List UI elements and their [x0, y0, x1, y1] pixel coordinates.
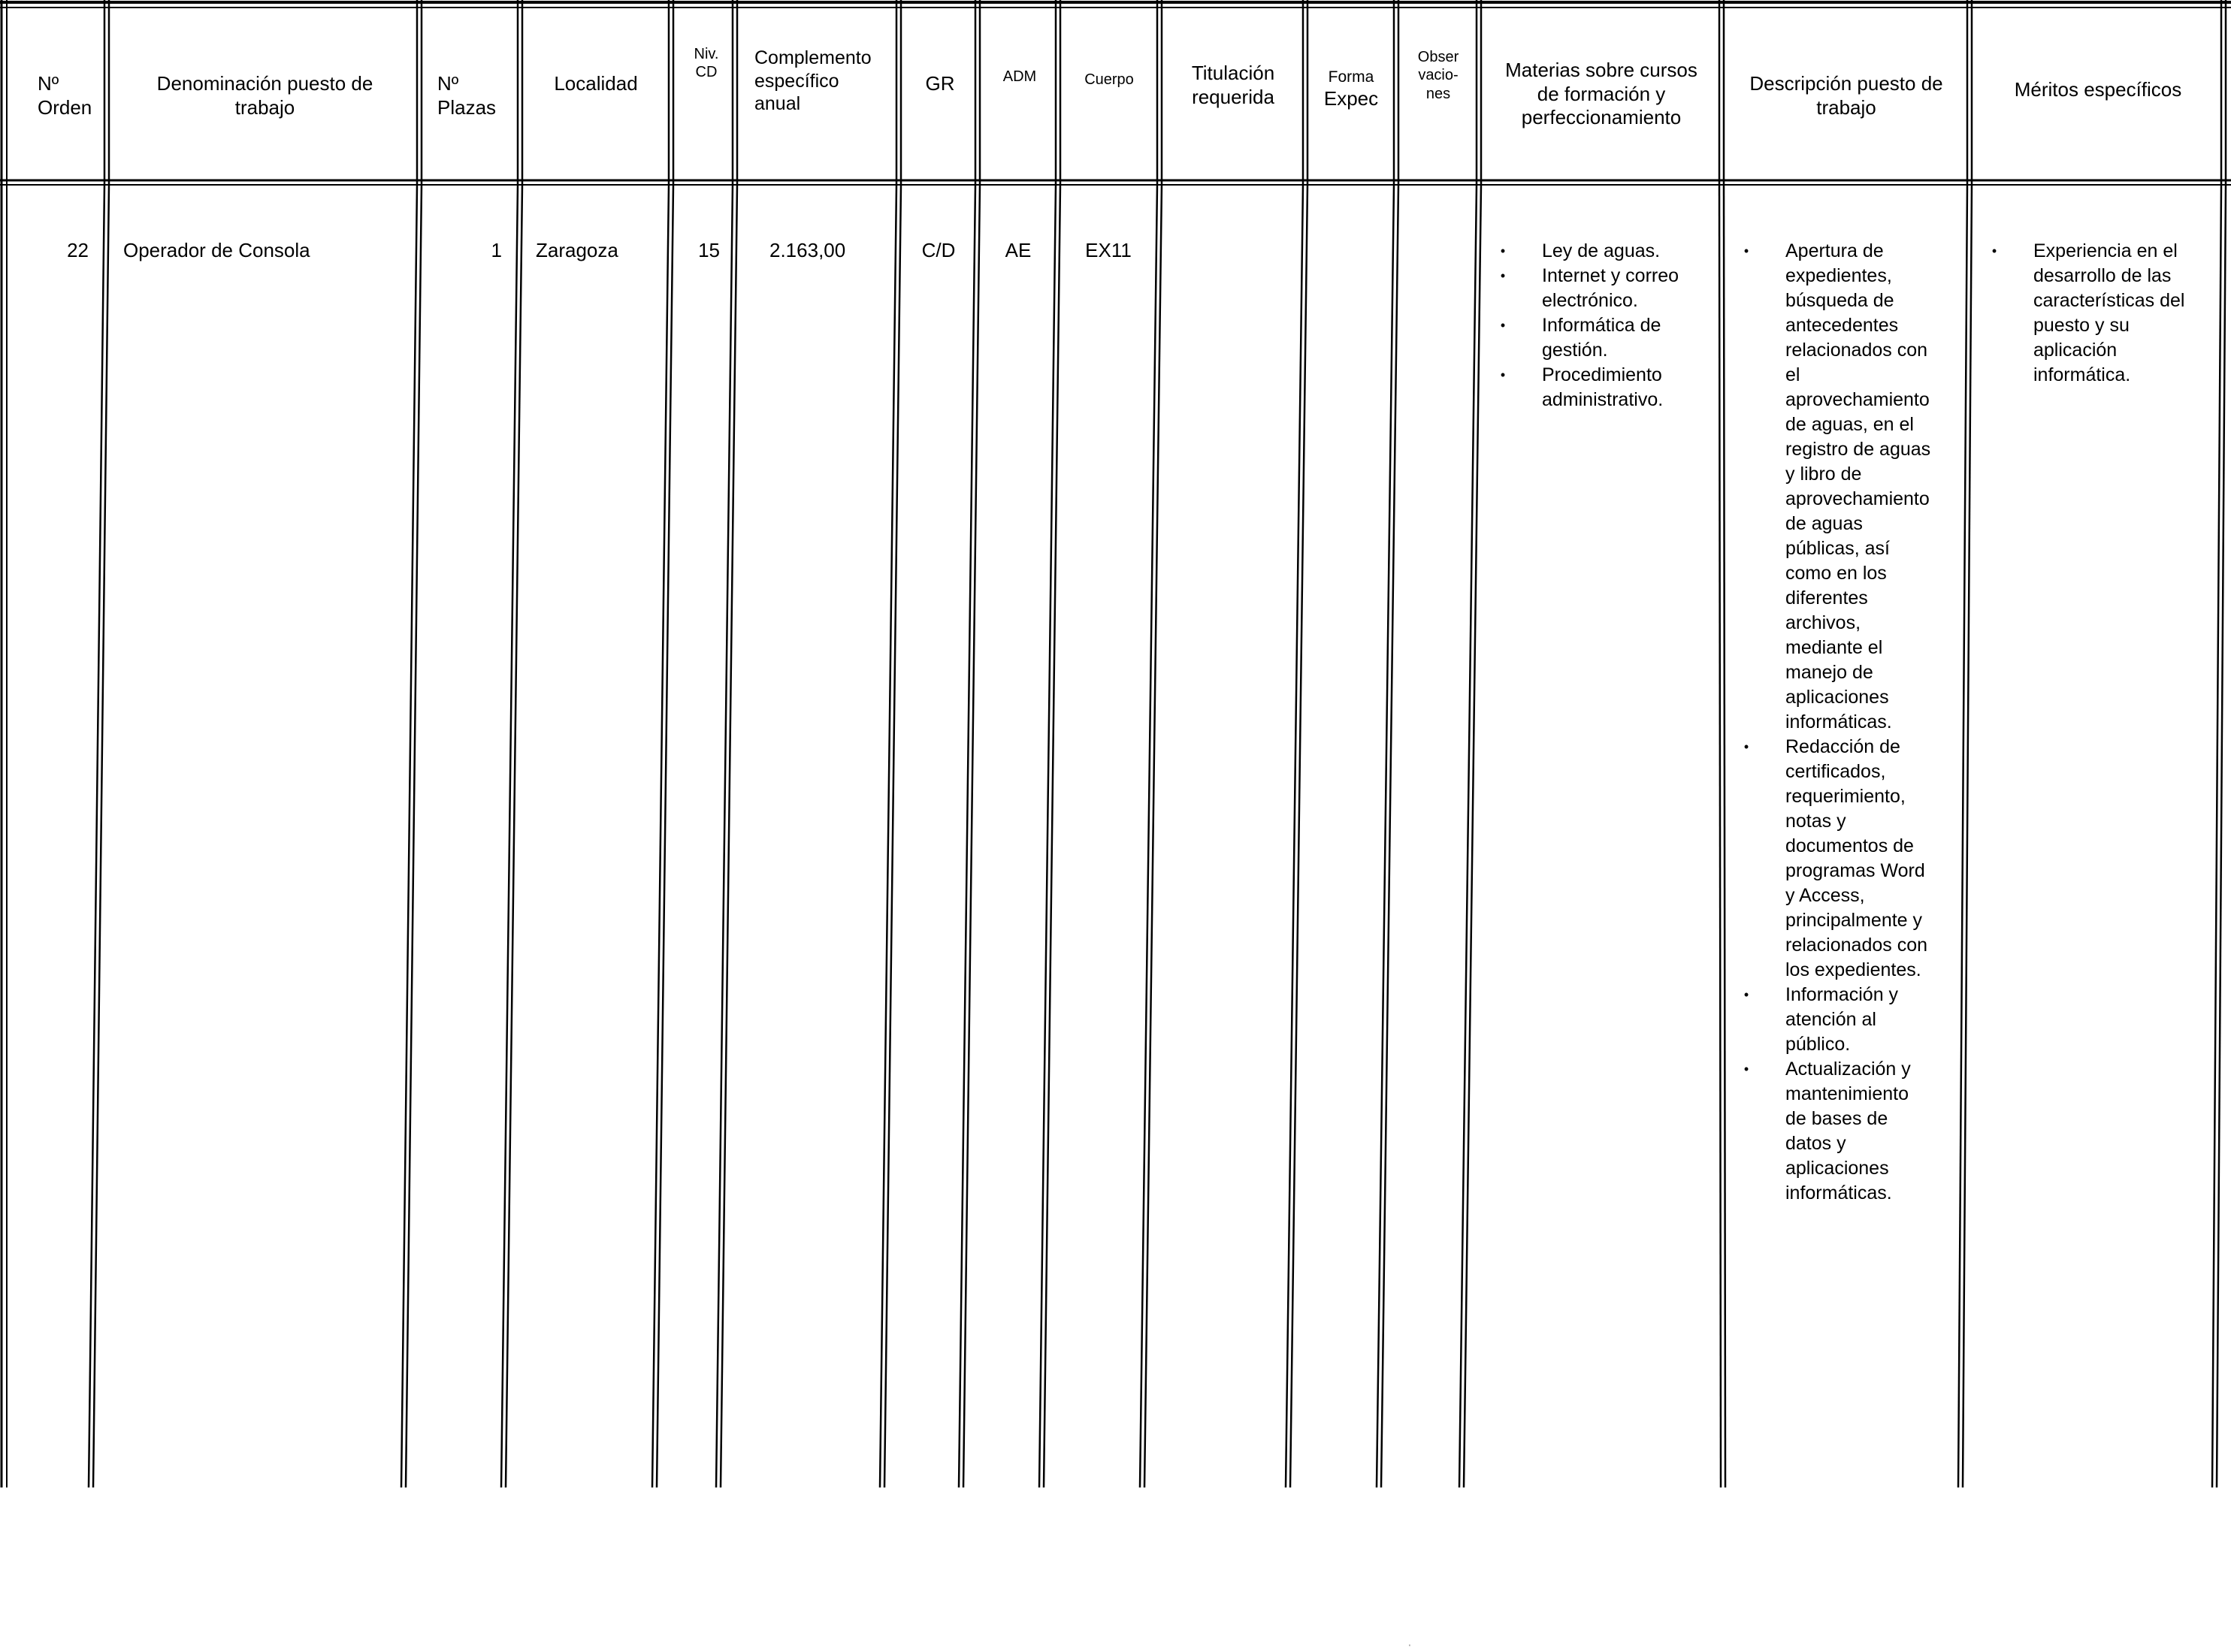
descripcion-list [1739, 239, 1964, 1206]
cell-gr: C/D [921, 239, 956, 261]
meritos-list [1987, 239, 2220, 388]
cell-localidad: Zaragoza [536, 239, 618, 261]
header-forma: Forma Expec [1323, 68, 1379, 110]
list-item: • Informática de gestión. [1500, 315, 1661, 361]
header-descripcion: Descripción puesto de trabajo [1749, 72, 1943, 119]
list-item: • Ley de aguas. [1500, 240, 1661, 261]
header-adm: ADM [1002, 68, 1037, 85]
cell-adm: AE [1005, 239, 1032, 261]
header-meritos: Méritos específicos [2014, 78, 2182, 101]
list-item: • Apertura de expedientes, búsqueda de antecedentes relacionados con el aprovechamiento de aguas, en el registro de aguas y libro de aprovechamiento de aguas públicas, así como en los diferentes archivos, mediante el manejo de aplicaciones informáticas. [1743, 240, 1931, 732]
list-item: • Actualización y mantenimiento de bases de datos y aplicaciones informáticas. [1743, 1059, 1911, 1204]
list-item: • Experiencia en el desarrollo de las características del puesto y su aplicación informática. [1991, 240, 2185, 385]
cell-cuerpo: EX11 [1085, 239, 1132, 261]
list-item: • Información y atención al público. [1743, 984, 1899, 1055]
header-complemento: Complemento específico anual [754, 47, 872, 114]
cell-niv-cd: 15 [698, 239, 720, 261]
header-gr: GR [925, 72, 955, 95]
header-niv-cd: Niv. CD [694, 46, 719, 81]
cell-complemento: 2.163,00 [769, 239, 846, 261]
header-cuerpo: Cuerpo [1084, 71, 1134, 88]
header-titulacion: Titulación requerida [1191, 62, 1275, 108]
header-observaciones: Obser vacio- nes [1417, 49, 1459, 102]
cell-n-orden: 22 [67, 239, 89, 261]
cell-denominacion: Operador de Consola [123, 239, 310, 261]
header-n-orden: Nº Orden [38, 72, 92, 119]
list-item: • Internet y correo electrónico. [1500, 265, 1679, 311]
header-materias: Materias sobre cursos de formación y perfeccionamiento [1505, 59, 1697, 129]
header-denominacion: Denominación puesto de trabajo [156, 72, 373, 119]
header-n-plazas: Nº Plazas [437, 72, 497, 119]
scan-mark: ' [1409, 1644, 1410, 1652]
cell-n-plazas: 1 [491, 239, 502, 261]
list-item: • Redacción de certificados, requerimiento, notas y documentos de programas Word y Access, principalmente y relacionados con los expedientes. [1743, 736, 1928, 980]
header-localidad: Localidad [554, 72, 638, 95]
materias-list [1495, 239, 1717, 412]
list-item: • Procedimiento administrativo. [1500, 364, 1664, 410]
